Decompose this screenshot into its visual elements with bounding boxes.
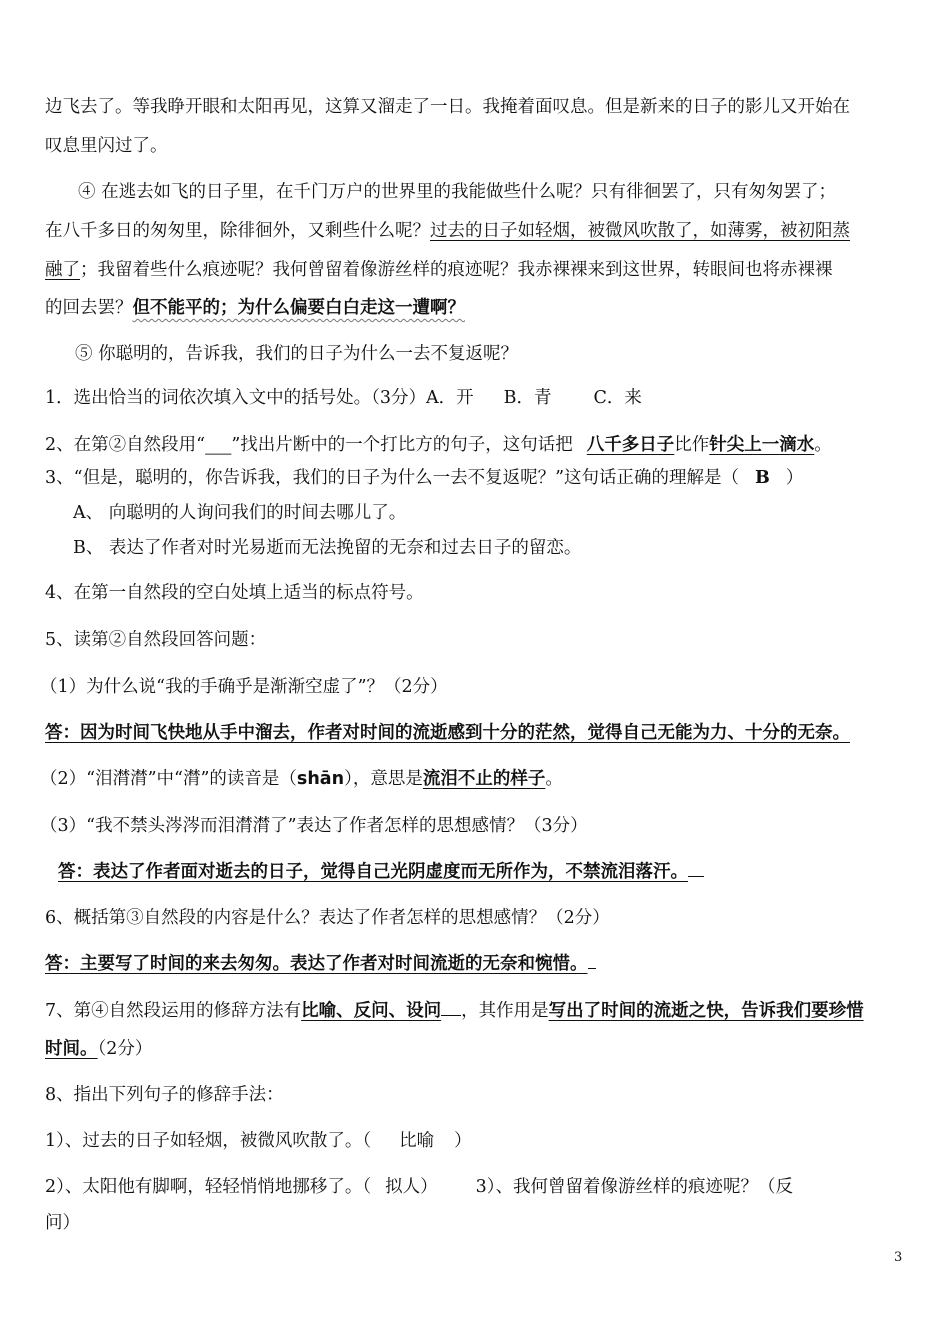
q2-text-before: 2、在第②自然段用“: [45, 435, 206, 455]
q8-item2-close: ）: [420, 1177, 438, 1197]
q8-item-1: [45, 1128, 905, 1154]
q2-text-mid: ”找出片断中的一个打比方的句子，这句话把: [231, 435, 573, 455]
q5-answer-3: [58, 859, 918, 885]
q8-item-2-3: [45, 1174, 905, 1200]
question-1: [45, 385, 905, 411]
q5-sub2-end: 。: [545, 769, 563, 789]
q6-answer: [45, 951, 905, 977]
q8-item3-wrap: 问）: [45, 1213, 80, 1233]
q3-answer: B: [755, 468, 770, 488]
q2-answer-2: 针尖上一滴水: [709, 435, 815, 455]
q7-text-mid: ，其作用是: [461, 1001, 549, 1021]
q5-sub3: （3）“我不禁头涔涔而泪潸潸了”表达了作者怎样的思想感情？（3分）: [40, 816, 588, 836]
q8-item1-text: 1）、过去的日子如轻烟，被微风吹散了。（: [45, 1131, 372, 1151]
para4-line1: ④ 在逃去如飞的日子里，在千门万户的世界里的我能做些什么呢？只有徘徊罢了，只有匆匆罢了；: [78, 182, 837, 202]
question-6: 6、概括第③自然段的内容是什么？表达了作者怎样的思想感情？（2分）: [45, 908, 610, 928]
q7-answer-2-cont: 时间。: [45, 1039, 98, 1059]
q3-text: 3、“但是，聪明的，你告诉我，我们的日子为什么一去不复返呢？”这句话正确的理解是（: [45, 468, 740, 488]
para3-line2: 叹息里闪过了。: [45, 136, 168, 156]
q5-answer-3-text: 答：表达了作者面对逝去的日子，觉得自己光阴虚度而无所作为，不禁流泪落汗。: [58, 862, 688, 882]
q5-answer-1-text: 答：因为时间飞快地从手中溜去，作者对时间的流逝感到十分的茫然，觉得自己无能为力、十分的无奈。: [45, 723, 850, 743]
q3-option-a: A、 向聪明的人询问我们的时间去哪儿了。: [73, 503, 407, 523]
para4-underlined-end: 融了: [45, 260, 80, 280]
q5-sub2-mid: ），意思是: [344, 769, 423, 789]
para4-line3: [45, 257, 905, 283]
para4-line2-plain: 在八千多日的匆匆里，除徘徊外，又剩些什么呢？: [45, 221, 430, 241]
question-4: 4、在第一自然段的空白处填上适当的标点符号。: [45, 583, 424, 603]
q7-score: （2分）: [97, 1039, 153, 1059]
q5-sub2-answer: 流泪不止的样子: [422, 769, 546, 789]
para4-bold-sentence: 但不能平的；为什么偏要白白走这一遭啊？: [132, 298, 465, 318]
question-7: [45, 998, 905, 1024]
para4-line2: [45, 218, 905, 244]
para3-line1: 边飞去了。等我睁开眼和太阳再见，这算又溜走了一日。我掩着面叹息。但是新来的日子的影儿又开始在: [45, 97, 850, 117]
q5-sub1: （1）为什么说“我的手确乎是渐渐空虚了”？（2分）: [40, 677, 448, 697]
q7-line2: [45, 1036, 905, 1062]
q7-text-before: 7、第④自然段运用的修辞方法有: [45, 1001, 302, 1021]
q1-text: 1．选出恰当的词依次填入文中的括号处。（3分）A．开: [45, 388, 474, 408]
q5-pinyin-answer: shān: [296, 769, 345, 789]
q2-text-mid2: 比作: [674, 435, 710, 455]
paragraph-5: ⑤ 你聪明的，告诉我，我们的日子为什么一去不复返呢？: [75, 344, 519, 364]
para4-line4: [45, 295, 905, 321]
q5-answer-1: [45, 720, 905, 746]
q8-item2-answer: 拟人: [385, 1177, 421, 1197]
q6-answer-text: 答：主要写了时间的来去匆匆。表达了作者对时间流逝的无奈和惋惜。: [45, 954, 588, 974]
para4-underlined-sentence: 过去的日子如轻烟，被微风吹散了，如薄雾，被初阳蒸: [430, 221, 850, 241]
q1-option-c: C．来: [593, 388, 642, 408]
q2-text-end: 。: [814, 435, 832, 455]
q8-item1-answer: 比喻: [399, 1131, 435, 1151]
q8-item2-text: 2）、太阳他有脚啊，轻轻悄悄地挪移了。（: [45, 1177, 372, 1197]
question-8-title: 8、指出下列句子的修辞手法：: [45, 1085, 284, 1105]
q2-blank: ___: [205, 435, 232, 455]
page-number: 3: [894, 1250, 903, 1265]
q8-item3-text: 3）、我何曾留着像游丝样的痕迹呢？（反: [475, 1177, 794, 1197]
question-3: [45, 465, 905, 491]
q5-sub2: [40, 766, 900, 792]
q3-close: ）: [785, 468, 804, 488]
q2-answer-1: 八千多日子: [586, 435, 675, 455]
para4-line3-plain: ；我留着些什么痕迹呢？我何曾留着像游丝样的痕迹呢？我赤裸裸来到这世界，转眼间也将赤裸裸: [80, 260, 833, 280]
q3-option-b: B、 表达了作者对时光易逝而无法挽留的无奈和过去日子的留恋。: [73, 538, 582, 558]
q7-answer-2: 写出了时间的流逝之快，告诉我们要珍惜: [548, 1001, 864, 1021]
q7-answer-1: 比喻、反问、设问: [301, 1001, 442, 1021]
q1-option-b: B．青: [503, 388, 552, 408]
q5-sub2-before: （2）“泪潸潸”中“潸”的读音是（: [40, 769, 297, 789]
q8-item1-close: ）: [454, 1131, 472, 1151]
para4-line4-plain: 的回去罢？: [45, 298, 133, 318]
question-2: [45, 432, 905, 458]
question-5-title: 5、读第②自然段回答问题：: [45, 630, 267, 650]
